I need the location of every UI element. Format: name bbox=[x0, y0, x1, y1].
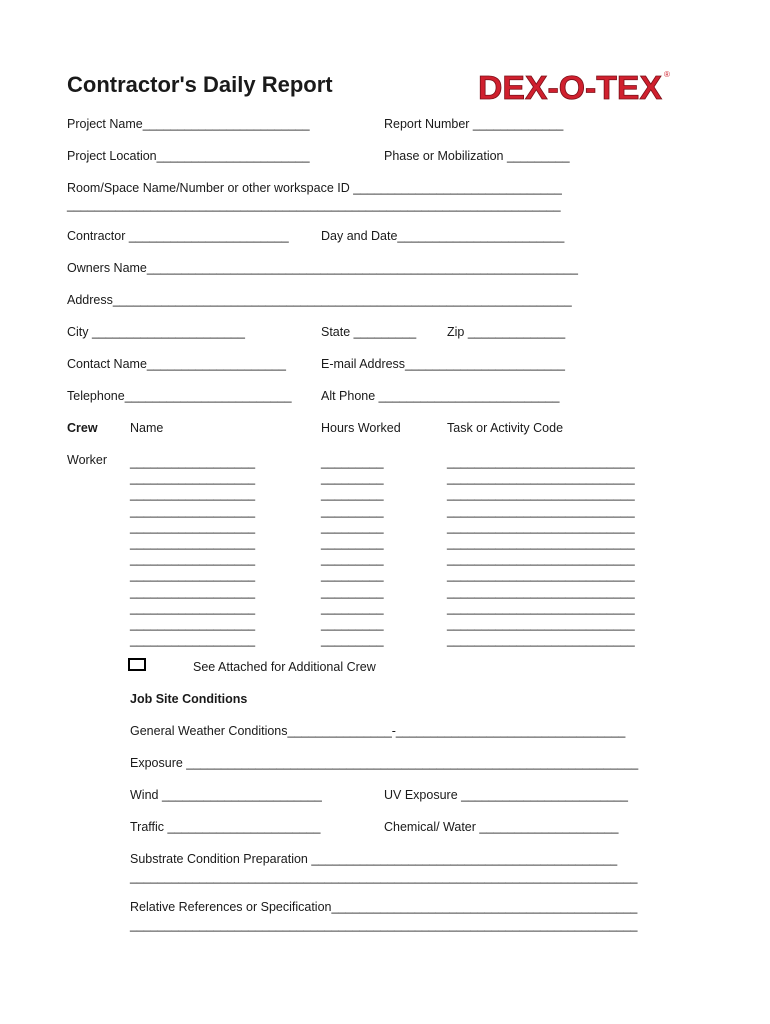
crew-task-blank[interactable]: ___________________________ bbox=[447, 536, 635, 550]
address-field[interactable]: Address__________________________________________________________________ bbox=[67, 293, 572, 307]
email-address-field[interactable]: E-mail Address_______________________ bbox=[321, 357, 565, 371]
svg-text:DEX-O-TEX: DEX-O-TEX bbox=[478, 69, 662, 106]
worker-label: Worker bbox=[67, 453, 108, 467]
crew-task-blank[interactable]: ___________________________ bbox=[447, 633, 635, 647]
crew-task-blank[interactable]: ___________________________ bbox=[447, 552, 635, 566]
room-space-field[interactable]: Room/Space Name/Number or other workspace ID ______________________________ bbox=[67, 181, 562, 195]
traffic-field[interactable]: Traffic ______________________ bbox=[130, 820, 321, 834]
crew-name-blank[interactable]: __________________ bbox=[130, 568, 256, 582]
crew-hours-blank[interactable]: _________ bbox=[321, 471, 384, 485]
room-space-line2[interactable]: _______________________________________________________________________ bbox=[67, 198, 561, 212]
crew-task-blank[interactable]: ___________________________ bbox=[447, 487, 635, 501]
references-line2[interactable]: _________________________________________________________________________ bbox=[130, 918, 638, 932]
crew-hours-blank[interactable]: _________ bbox=[321, 536, 384, 550]
substrate-condition-field[interactable]: Substrate Condition Preparation ____________________________________________ bbox=[130, 852, 618, 866]
owners-name-field[interactable]: Owners Name______________________________________________________________ bbox=[67, 261, 578, 275]
additional-crew-checkbox[interactable] bbox=[128, 658, 146, 671]
crew-name-blank[interactable]: __________________ bbox=[130, 536, 256, 550]
crew-name-blank[interactable]: __________________ bbox=[130, 601, 256, 615]
crew-col-hours: Hours Worked bbox=[321, 421, 401, 435]
crew-name-blank[interactable]: __________________ bbox=[130, 552, 256, 566]
crew-hours-blank[interactable]: _________ bbox=[321, 455, 384, 469]
alt-phone-field[interactable]: Alt Phone __________________________ bbox=[321, 389, 560, 403]
state-field[interactable]: State _________ bbox=[321, 325, 417, 339]
substrate-line2[interactable]: _________________________________________________________________________ bbox=[130, 870, 638, 884]
crew-hours-blank[interactable]: _________ bbox=[321, 520, 384, 534]
crew-task-blank[interactable]: ___________________________ bbox=[447, 520, 635, 534]
zip-field[interactable]: Zip ______________ bbox=[447, 325, 566, 339]
dex-o-tex-logo bbox=[476, 66, 674, 106]
crew-label: Crew bbox=[67, 421, 98, 435]
day-date-field[interactable]: Day and Date________________________ bbox=[321, 229, 565, 243]
crew-hours-blank[interactable]: _________ bbox=[321, 585, 384, 599]
crew-task-blank[interactable]: ___________________________ bbox=[447, 585, 635, 599]
exposure-field[interactable]: Exposure _________________________________________________________________ bbox=[130, 756, 639, 770]
crew-hours-blank[interactable]: _________ bbox=[321, 487, 384, 501]
crew-task-blank[interactable]: ___________________________ bbox=[447, 504, 635, 518]
crew-name-blank[interactable]: __________________ bbox=[130, 487, 256, 501]
crew-hours-blank[interactable]: _________ bbox=[321, 617, 384, 631]
additional-crew-label: See Attached for Additional Crew bbox=[193, 660, 376, 674]
wind-field[interactable]: Wind _______________________ bbox=[130, 788, 322, 802]
references-field[interactable]: Relative References or Specification____________________________________________ bbox=[130, 900, 638, 914]
crew-hours-blank[interactable]: _________ bbox=[321, 504, 384, 518]
crew-name-blank[interactable]: __________________ bbox=[130, 633, 256, 647]
crew-name-blank[interactable]: __________________ bbox=[130, 520, 256, 534]
job-site-conditions-heading: Job Site Conditions bbox=[130, 692, 248, 706]
svg-text:®: ® bbox=[664, 70, 670, 79]
crew-name-blank[interactable]: __________________ bbox=[130, 504, 256, 518]
weather-field[interactable]: General Weather Conditions_______________-_________________________________ bbox=[130, 724, 626, 738]
crew-col-name: Name bbox=[130, 421, 164, 435]
crew-hours-blank[interactable]: _________ bbox=[321, 633, 384, 647]
crew-task-blank[interactable]: ___________________________ bbox=[447, 568, 635, 582]
crew-name-blank[interactable]: __________________ bbox=[130, 585, 256, 599]
uv-exposure-field[interactable]: UV Exposure ________________________ bbox=[384, 788, 628, 802]
report-number-field[interactable]: Report Number _____________ bbox=[384, 117, 564, 131]
crew-hours-blank[interactable]: _________ bbox=[321, 552, 384, 566]
crew-task-blank[interactable]: ___________________________ bbox=[447, 471, 635, 485]
phase-mobilization-field[interactable]: Phase or Mobilization _________ bbox=[384, 149, 570, 163]
contact-name-field[interactable]: Contact Name____________________ bbox=[67, 357, 286, 371]
crew-task-blank[interactable]: ___________________________ bbox=[447, 455, 635, 469]
crew-name-blank[interactable]: __________________ bbox=[130, 471, 256, 485]
chemical-water-field[interactable]: Chemical/ Water ____________________ bbox=[384, 820, 619, 834]
crew-hours-blank[interactable]: _________ bbox=[321, 601, 384, 615]
contractor-field[interactable]: Contractor _______________________ bbox=[67, 229, 289, 243]
project-location-field[interactable]: Project Location______________________ bbox=[67, 149, 310, 163]
project-name-field[interactable]: Project Name________________________ bbox=[67, 117, 310, 131]
crew-task-blank[interactable]: ___________________________ bbox=[447, 617, 635, 631]
crew-name-blank[interactable]: __________________ bbox=[130, 455, 256, 469]
city-field[interactable]: City ______________________ bbox=[67, 325, 245, 339]
crew-col-task: Task or Activity Code bbox=[447, 421, 564, 435]
telephone-field[interactable]: Telephone________________________ bbox=[67, 389, 292, 403]
page-title: Contractor's Daily Report bbox=[67, 72, 333, 97]
crew-hours-blank[interactable]: _________ bbox=[321, 568, 384, 582]
crew-task-blank[interactable]: ___________________________ bbox=[447, 601, 635, 615]
crew-name-blank[interactable]: __________________ bbox=[130, 617, 256, 631]
